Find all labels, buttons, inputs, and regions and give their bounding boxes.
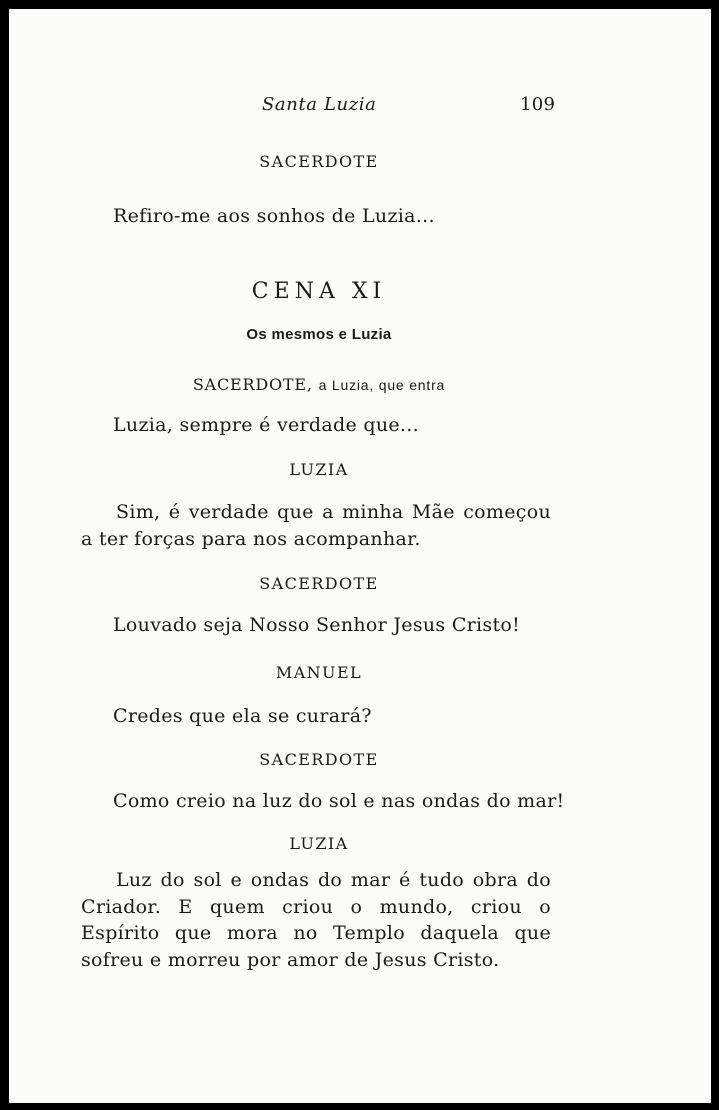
scene-title: CENA XI bbox=[251, 279, 387, 304]
dialogue-paragraph: Sim, é verdade que a minha Mãe começou a ter forças para nos acompanhar. bbox=[81, 501, 551, 550]
book-page bbox=[9, 9, 711, 1103]
speaker-label: MANUEL bbox=[275, 663, 363, 682]
speaker-label: SACERDOTE bbox=[259, 750, 379, 769]
stage-direction-text: a Luzia, que entra bbox=[318, 377, 446, 393]
speaker-label: LUZIA bbox=[289, 834, 349, 853]
dialogue-line: Credes que ela se curará? bbox=[113, 705, 372, 727]
speaker-label: LUZIA bbox=[289, 460, 349, 479]
speaker-label: SACERDOTE bbox=[259, 574, 379, 593]
stage-direction bbox=[9, 375, 629, 394]
stage-direction-speaker: SACERDOTE, bbox=[192, 375, 313, 394]
speaker-label: SACERDOTE bbox=[259, 152, 379, 171]
scene-cast: Os mesmos e Luzia bbox=[246, 326, 392, 343]
dialogue-line: Refiro-me aos sonhos de Luzia... bbox=[113, 205, 435, 227]
dialogue-line: Luzia, sempre é verdade que... bbox=[113, 414, 419, 436]
scan-border bbox=[711, 0, 719, 1110]
dialogue-paragraph: Luz do sol e ondas do mar é tudo obra do Criador. E quem criou o mundo, criou o Espírito que mora no Templo daquela que sofreu e morreu por amor de Jesus Cristo. bbox=[81, 869, 551, 971]
running-header-title: Santa Luzia bbox=[262, 94, 377, 115]
page-number: 109 bbox=[520, 94, 556, 115]
dialogue-line: Louvado seja Nosso Senhor Jesus Cristo! bbox=[113, 614, 521, 636]
dialogue-line: Como creio na luz do sol e nas ondas do mar! bbox=[113, 790, 565, 812]
